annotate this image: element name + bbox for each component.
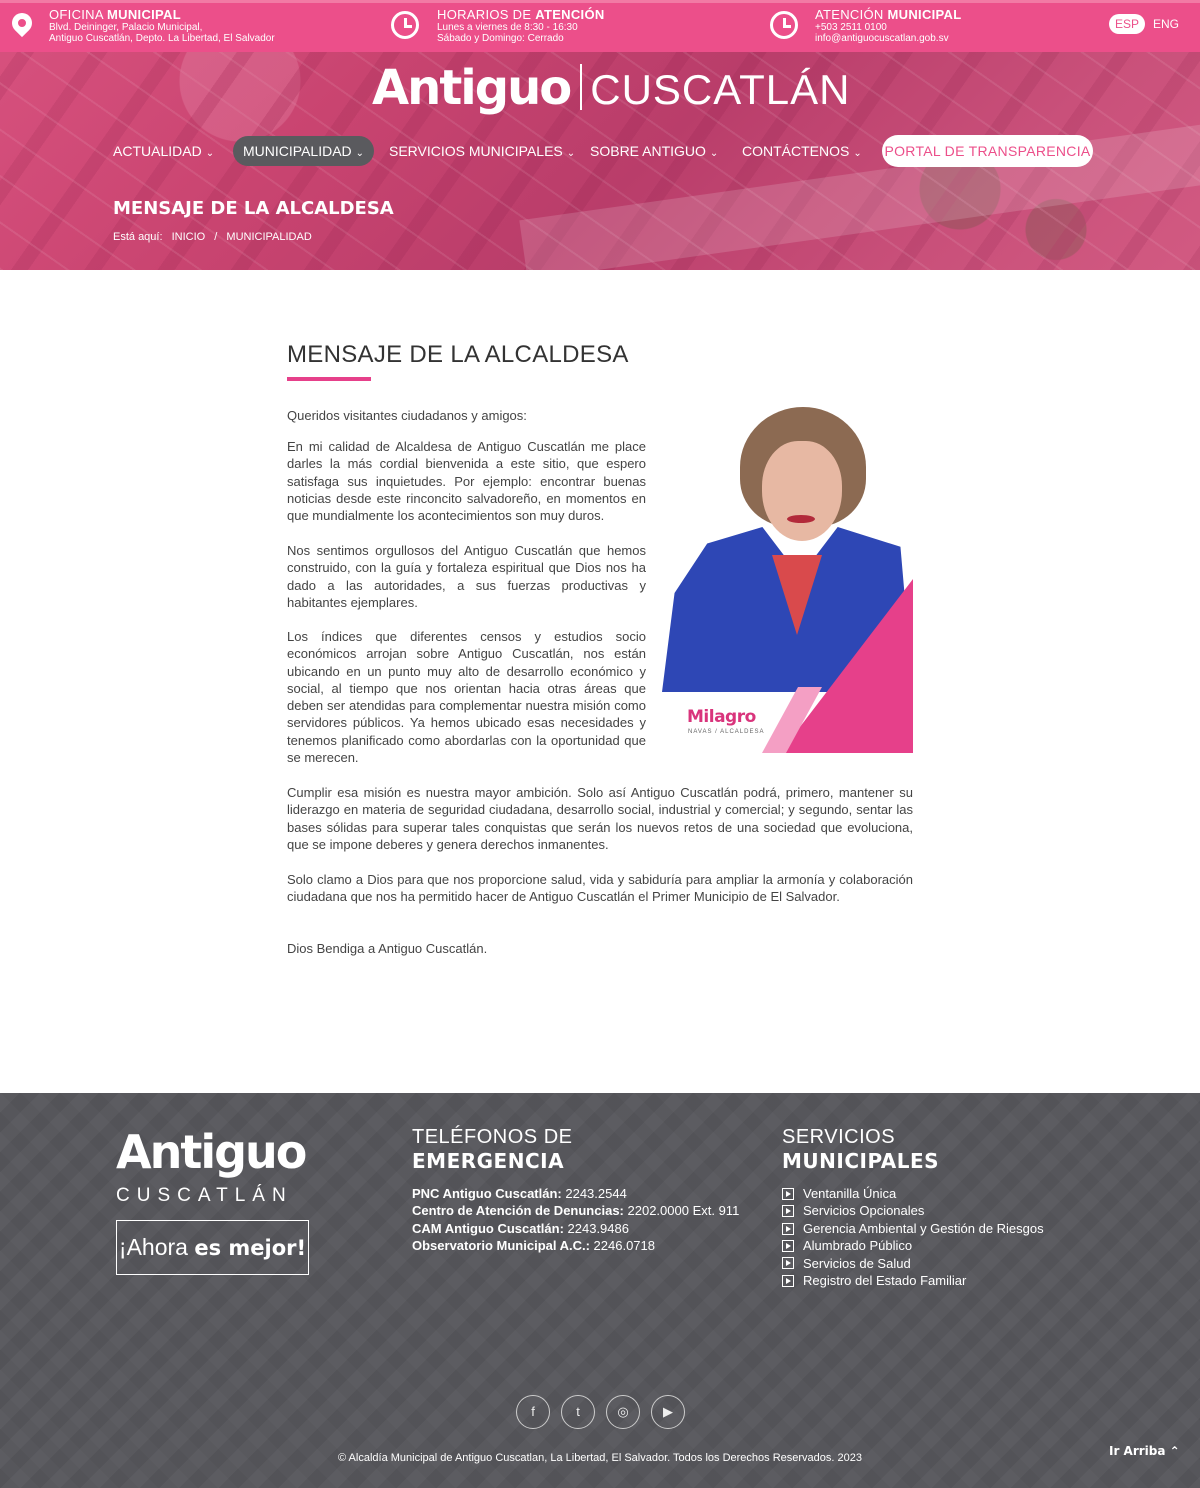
paragraph: Nos sentimos orgullosos del Antiguo Cuscatlán que hemos construido, con la guía y fortaleza espiritual que Dios nos ha dado a las autoridades, a sus fuerzas productivas y habitantes ejemplares. <box>287 543 646 610</box>
portal-transparencia-button[interactable]: PORTAL DE TRANSPARENCIA <box>882 135 1093 167</box>
youtube-icon[interactable]: ▶ <box>651 1395 685 1429</box>
site-logo[interactable]: Antiguo CUSCATLÁN <box>372 60 851 116</box>
attention-info: ATENCIÓN MUNICIPAL +503 2511 0100 info@antiguocuscatlan.gob.sv <box>815 7 962 44</box>
play-bullet-icon <box>782 1223 794 1235</box>
paragraph: Los índices que diferentes censos y estudios socio económicos arrojan sobre Antiguo Cuscatlán, nos están ubicando en un punto muy alto de desarrollo económico y social, al tiempo que nos orientan hacia otras áreas que deben ser atendidas para complementar nuestra misión como servidores públicos. Ya hemos ubicado esas necesidades y tenemos planificado como abordarlas con la oportunidad que se merecen. <box>287 629 646 766</box>
footer-logo-subtitle: CUSCATLÁN <box>116 1185 293 1206</box>
back-to-top-link[interactable]: Ir Arriba ⌃ <box>1109 1444 1180 1458</box>
chevron-down-icon: ⌄ <box>709 148 719 159</box>
play-bullet-icon <box>782 1257 794 1269</box>
service-link[interactable]: Servicios Opcionales <box>782 1202 1044 1219</box>
banner-title: MENSAJE DE LA ALCALDESA <box>113 198 394 219</box>
play-bullet-icon <box>782 1188 794 1200</box>
chevron-down-icon: ⌄ <box>205 148 215 159</box>
paragraph: En mi calidad de Alcaldesa de Antiguo Cuscatlán me place darles la más cordial bienvenida a este sitio, que espero satisfaga sus inquietudes. Por ejemplo: encontrar buenas noticias desde este rinconcito salvadoreño, en momentos en que mundialmente los acontecimientos son muy duros. <box>287 439 646 524</box>
hours-info: HORARIOS DE ATENCIÓN Lunes a viernes de 8:30 - 16:30 Sábado y Domingo: Cerrado <box>437 7 605 44</box>
nav-item-contactenos[interactable]: CONTÁCTENOS ⌄ <box>742 143 862 159</box>
twitter-icon[interactable]: t <box>561 1395 595 1429</box>
services-list <box>782 1185 1044 1289</box>
play-bullet-icon <box>782 1205 794 1217</box>
email-link[interactable]: info@antiguocuscatlan.gob.sv <box>815 33 949 44</box>
service-link[interactable]: Registro del Estado Familiar <box>782 1272 1044 1289</box>
service-link[interactable]: Ventanilla Única <box>782 1185 1044 1202</box>
lang-esp-button[interactable]: ESP <box>1109 14 1145 34</box>
instagram-icon[interactable]: ◎ <box>606 1395 640 1429</box>
page-title: MENSAJE DE LA ALCALDESA <box>287 341 629 368</box>
nav-item-actualidad[interactable]: ACTUALIDAD ⌄ <box>113 143 215 159</box>
phones-heading: TELÉFONOS DE EMERGENCIA <box>412 1126 573 1173</box>
paragraph: Solo clamo a Dios para que nos proporcione salud, vida y sabiduría para ampliar la armonía y colaboración ciudadana que nos ha permitido hacer de Antiguo Cuscatlán el Primer Municipio de El Salvador. <box>287 872 913 905</box>
nav-item-sobre-antiguo[interactable]: SOBRE ANTIGUO ⌄ <box>590 143 719 159</box>
paragraph: Dios Bendiga a Antiguo Cuscatlán. <box>287 941 488 956</box>
service-link[interactable]: Servicios de Salud <box>782 1255 1044 1272</box>
nav-item-municipalidad[interactable]: MUNICIPALIDAD ⌄ <box>233 136 374 166</box>
mayor-portrait <box>662 407 913 753</box>
slogan-badge: ¡Ahora es mejor! <box>116 1220 309 1275</box>
emergency-phones-list <box>412 1185 739 1255</box>
paragraph: Cumplir esa misión es nuestra mayor ambición. Solo así Antiguo Cuscatlán podrá, primero, mantener su liderazgo en materia de seguridad ciudadana, desarrollo social, industrial y comercial; y segundo, sentar las bases sólidas para superar tales conquistas que serán los nuevos retos de una sociedad que evoluciona, que se impone deberes y genera derechos inmanentes. <box>287 785 913 852</box>
service-link[interactable]: Alumbrado Público <box>782 1237 1044 1254</box>
footer-logo[interactable]: Antiguo <box>116 1125 306 1179</box>
breadcrumb-home-link[interactable]: INICIO <box>171 231 206 243</box>
portrait-name: Milagro <box>687 707 756 727</box>
facebook-icon[interactable]: f <box>516 1395 550 1429</box>
paragraph: Queridos visitantes ciudadanos y amigos: <box>287 408 527 423</box>
service-link[interactable]: Gerencia Ambiental y Gestión de Riesgos <box>782 1220 1044 1237</box>
list-item: Centro de Atención de Denuncias: 2202.0000 Ext. 911 <box>412 1203 740 1219</box>
map-pin-icon <box>8 9 36 37</box>
site-footer <box>0 1093 1200 1488</box>
portrait-subtitle: NAVAS / ALCALDESA <box>688 729 765 735</box>
play-bullet-icon <box>782 1240 794 1252</box>
breadcrumb: Está aquí: INICIO / MUNICIPALIDAD <box>113 231 312 243</box>
copyright-text: © Alcaldía Municipal de Antiguo Cuscatlan, La Libertad, El Salvador. Todos los Derechos Reservados. 2023 <box>338 1452 862 1464</box>
chevron-down-icon: ⌄ <box>355 148 365 159</box>
services-heading: SERVICIOS MUNICIPALES <box>782 1126 940 1173</box>
chevron-down-icon: ⌄ <box>853 148 862 159</box>
breadcrumb-current[interactable]: MUNICIPALIDAD <box>226 231 312 243</box>
top-info-bar <box>0 0 1200 52</box>
nav-item-servicios[interactable]: SERVICIOS MUNICIPALES ⌄ <box>389 143 576 159</box>
lang-eng-button[interactable]: ENG <box>1152 17 1179 31</box>
office-info: OFICINA MUNICIPAL Blvd. Deininger, Palacio Municipal, Antiguo Cuscatlán, Depto. La Libertad, El Salvador <box>49 7 275 44</box>
clock-icon <box>391 11 419 39</box>
list-item: CAM Antiguo Cuscatlán: 2243.9486 <box>412 1220 629 1236</box>
title-underline <box>287 377 371 381</box>
chevron-down-icon: ⌄ <box>566 148 576 159</box>
play-bullet-icon <box>782 1275 794 1287</box>
list-item: Observatorio Municipal A.C.: 2246.0718 <box>412 1238 656 1254</box>
list-item: PNC Antiguo Cuscatlán: 2243.2544 <box>412 1186 627 1201</box>
hero-banner <box>0 0 1200 270</box>
clock-icon <box>770 11 798 39</box>
